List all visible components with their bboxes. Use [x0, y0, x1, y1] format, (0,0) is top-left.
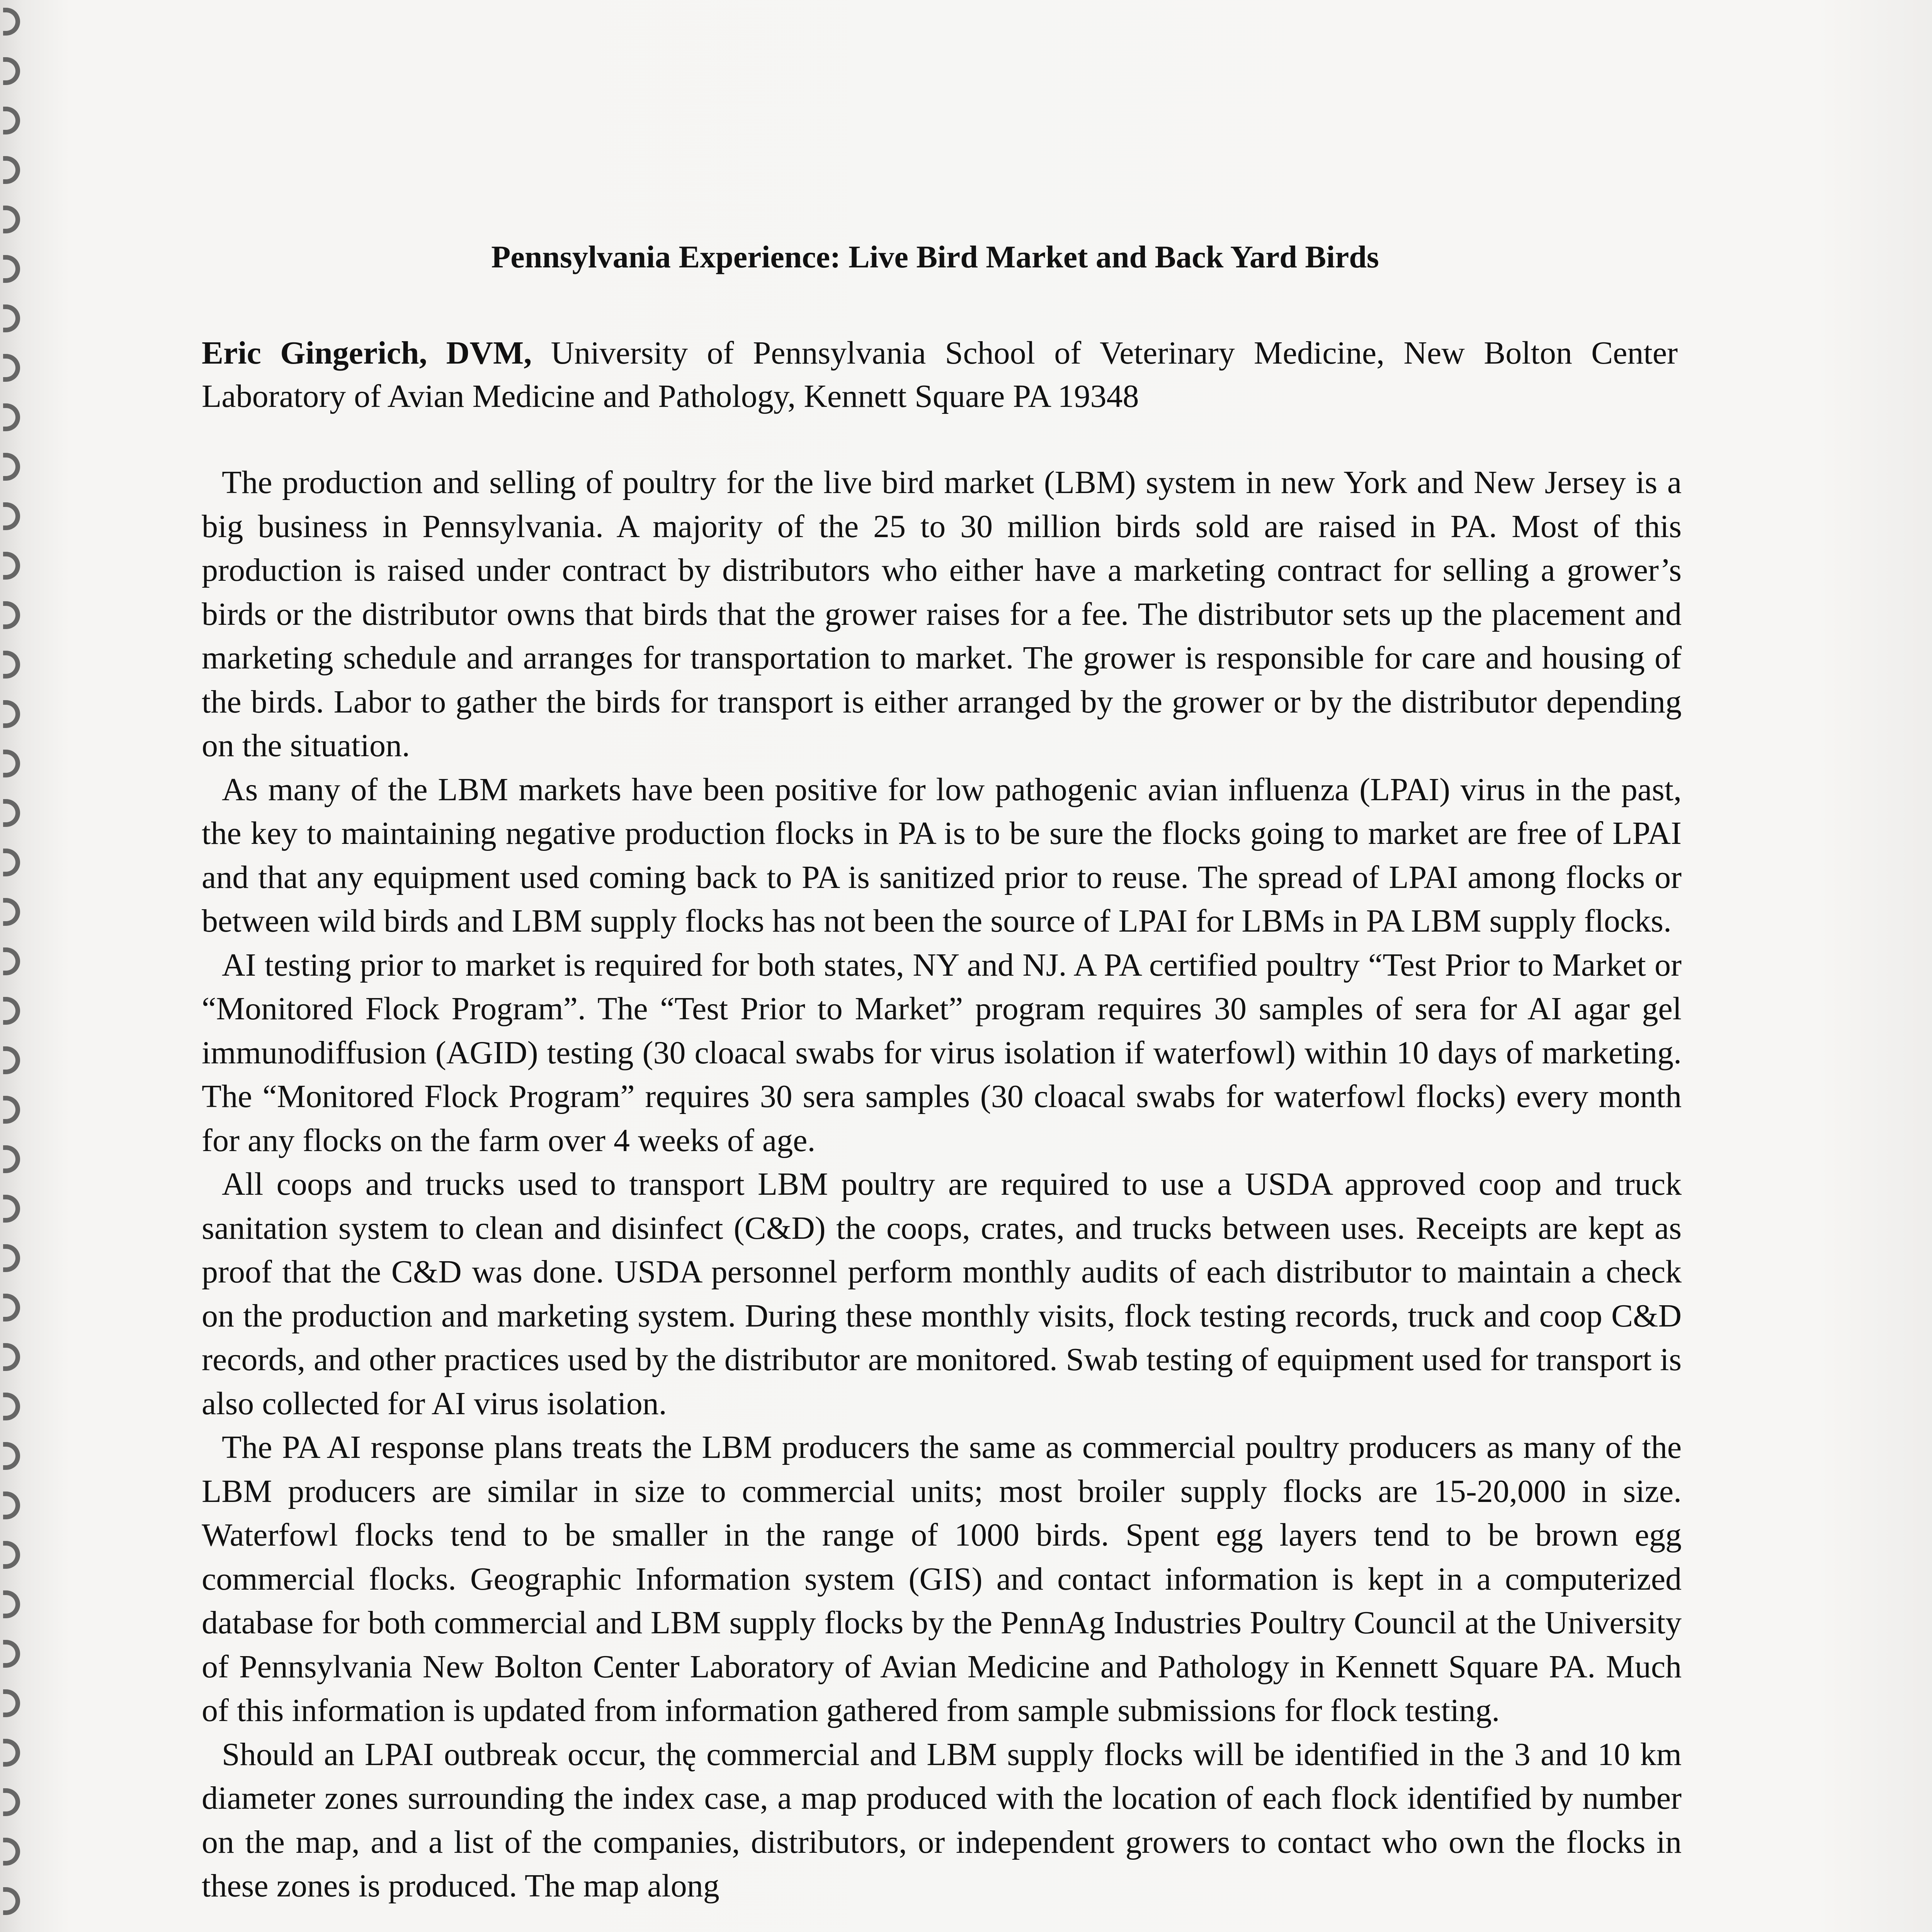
author-line	[202, 332, 1678, 418]
binding-ring	[3, 206, 20, 233]
binding-ring	[3, 1195, 20, 1223]
binding-ring	[3, 750, 20, 777]
binding-ring	[3, 651, 20, 679]
binding-ring	[3, 1590, 20, 1618]
binding-ring	[3, 304, 20, 332]
binding-ring	[3, 1887, 20, 1915]
binding-ring	[3, 947, 20, 975]
binding-ring	[3, 1343, 20, 1371]
binding-ring	[3, 849, 20, 876]
document-title: Pennsylvania Experience: Live Bird Market and Back Yard Birds	[491, 239, 1379, 274]
binding-ring	[3, 1244, 20, 1272]
binding-ring	[3, 997, 20, 1025]
binding-ring	[3, 502, 20, 530]
binding-ring	[3, 552, 20, 580]
binding-ring	[3, 403, 20, 431]
paragraph: All coops and trucks used to transport LBM poultry are required to use a USDA approved coop and truck sanitation system to clean and disinfect (C&D) the coops, crates, and trucks between uses. Receipts are kept as proof that the C&D was done. USDA personnel perform monthly audits of each distributor to maintain a check on the production and marketing system. During these monthly visits, flock testing records, truck and coop C&D records, and other practices used by the distributor are monitored. Swab testing of equipment used for transport is also collected for AI virus isolation.	[202, 1166, 1682, 1422]
binding-ring	[3, 799, 20, 827]
binding-ring	[3, 453, 20, 481]
binding-ring	[3, 898, 20, 926]
author-affiliation: University of Pennsylvania School of Veterinary Medicine, New Bolton Center Laboratory of Avian Medicine and Pathology, Kennett Square PA 19348	[202, 335, 1678, 414]
binding-ring	[3, 107, 20, 134]
binding-ring	[3, 1046, 20, 1074]
binding-ring	[3, 1393, 20, 1420]
paragraph: The PA AI response plans treats the LBM producers the same as commercial poultry producers as many of the LBM producers are similar in size to commercial units; most broiler supply flocks are 15-20,000 in size. Waterfowl flocks tend to be smaller in the range of 1000 birds. Spent egg layers tend to be brown egg commercial flocks. Geographic Information system (GIS) and contact information is kept in a computerized database for both commercial and LBM supply flocks by the PennAg Industries Poultry Council at the University of Pennsylvania New Bolton Center Laboratory of Avian Medicine and Pathology in Kennett Square PA. Much of this information is updated from information gathered from sample submissions for flock testing.	[202, 1429, 1682, 1728]
binding-ring	[3, 1739, 20, 1767]
binding-ring	[3, 8, 20, 36]
binding-ring	[3, 601, 20, 629]
binding-ring	[3, 1294, 20, 1321]
author-name: Eric Gingerich, DVM,	[202, 335, 532, 371]
body-text	[202, 461, 1682, 1908]
binding-ring	[3, 1096, 20, 1124]
binding-ring	[3, 1541, 20, 1569]
binding-ring	[3, 354, 20, 382]
paragraph: Should an LPAI outbreak occur, thę commercial and LBM supply flocks will be identified in the 3 and 10 km diameter zones surrounding the index case, a map produced with the location of each flock identified by number on the map, and a list of the companies, distributors, or independent growers to contact who own the flocks in these zones is produced. The map along	[202, 1736, 1682, 1904]
binding-ring	[3, 57, 20, 85]
binding-ring	[3, 1442, 20, 1470]
binding-ring	[3, 1640, 20, 1668]
paragraph: As many of the LBM markets have been positive for low pathogenic avian influenza (LPAI) virus in the past, the key to maintaining negative production flocks in PA is to be sure the flocks going to market are free of LPAI and that any equipment used coming back to PA is sanitized prior to reuse. The spread of LPAI among flocks or between wild birds and LBM supply flocks has not been the source of LPAI for LBMs in PA LBM supply flocks.	[202, 771, 1682, 939]
paragraph: AI testing prior to market is required for both states, NY and NJ. A PA certified poultry “Test Prior to Market or “Monitored Flock Program”. The “Test Prior to Market” program requires 30 samples of sera for AI agar gel immunodiffusion (AGID) testing (30 cloacal swabs for virus isolation if waterfowl) within 10 days of marketing. The “Monitored Flock Program” requires 30 sera samples (30 cloacal swabs for waterfowl flocks) every month for any flocks on the farm over 4 weeks of age.	[202, 947, 1682, 1158]
binding-ring	[3, 1492, 20, 1519]
paragraph: The production and selling of poultry for the live bird market (LBM) system in new York and New Jersey is a big business in Pennsylvania. A majority of the 25 to 30 million birds sold are raised in PA. Most of this production is raised under contract by distributors who either have a marketing contract for selling a grower’s birds or the distributor owns that birds that the grower raises for a fee. The distributor sets up the placement and marketing schedule and arranges for transportation to market. The grower is responsible for care and housing of the birds. Labor to gather the birds for transport is either arranged by the grower or by the distributor depending on the situation.	[202, 464, 1682, 764]
binding-ring	[3, 1145, 20, 1173]
spiral-binding	[0, 0, 31, 1932]
binding-ring	[3, 255, 20, 283]
binding-ring	[3, 700, 20, 728]
binding-ring	[3, 1689, 20, 1717]
binding-ring	[3, 1838, 20, 1866]
binding-ring	[3, 156, 20, 184]
binding-ring	[3, 1788, 20, 1816]
